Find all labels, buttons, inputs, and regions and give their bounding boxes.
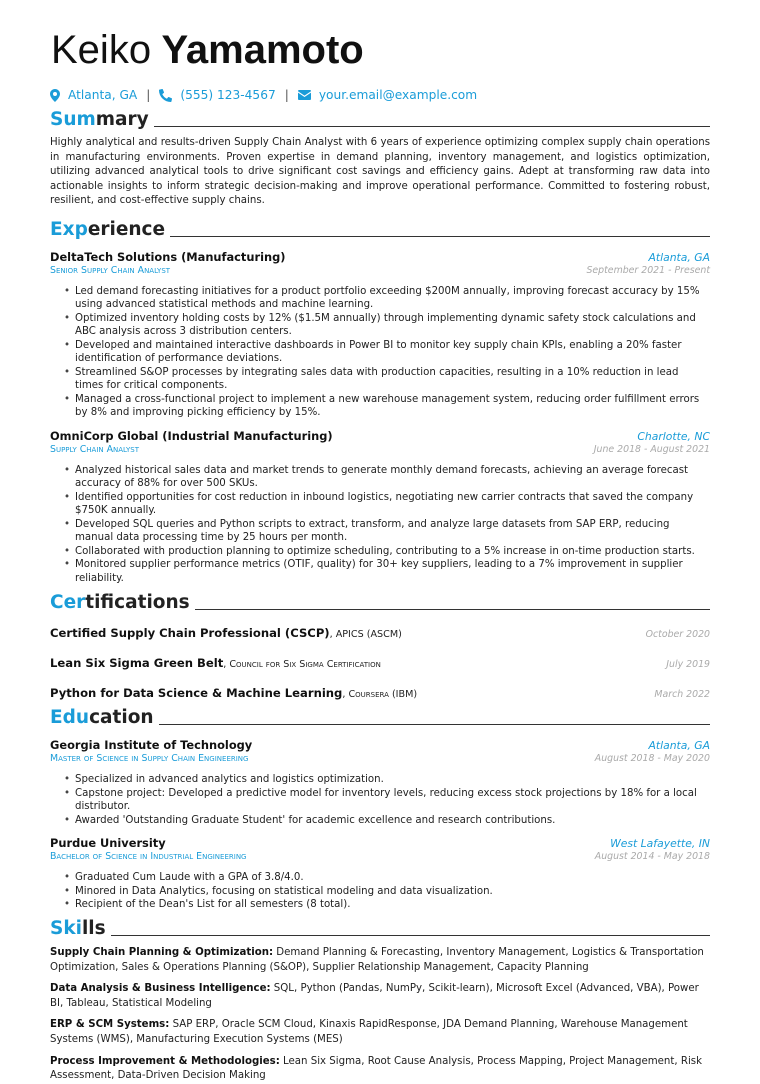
certification-issuer: , APICS (ASCM) <box>329 629 402 641</box>
contact-location <box>50 88 137 102</box>
experience-heading <box>50 219 710 241</box>
list-item: • Managed a cross-functional project to implement a new warehouse management system, reducing order fulfillment errors by 8% and improving picking efficiency by 15%. <box>64 393 710 420</box>
job-title: Supply Chain Analyst <box>50 443 140 455</box>
candidate-name <box>51 28 710 72</box>
skill-category: Data Analysis & Business Intelligence: <box>50 983 271 995</box>
achievement-list <box>50 464 710 586</box>
section-title: Certifications <box>50 592 190 614</box>
certification-issuer: , Council for Six Sigma Certification <box>223 659 381 671</box>
school-name: Purdue University <box>50 836 166 851</box>
skill-category: Supply Chain Planning & Optimization: <box>50 946 274 958</box>
education-entry <box>50 738 710 827</box>
skill-group <box>50 982 710 1011</box>
email-link: your.email@example.com <box>318 88 478 102</box>
education-heading <box>50 707 710 729</box>
summary-heading <box>50 109 710 131</box>
list-item: • Streamlined S&OP processes by integrating sales data with production capacities, resulting in a 10% reduction in lead times for critical components. <box>64 366 710 393</box>
section-rule <box>159 724 710 725</box>
skill-list: Lean Six Sigma, Root Cause Analysis, Process Mapping, Project Management, Risk Assessment, Data-Driven Decision Making <box>50 1055 702 1082</box>
skills-heading <box>50 918 710 940</box>
certification-date: July 2019 <box>666 659 710 671</box>
study-dates: August 2018 - May 2020 <box>594 753 710 765</box>
skill-group <box>50 1018 710 1047</box>
job-location: Atlanta, GA <box>648 250 710 264</box>
certification-item <box>50 682 710 701</box>
experience-entry <box>50 429 710 586</box>
contact-bar <box>50 88 710 102</box>
school-location: Atlanta, GA <box>648 739 710 753</box>
list-item: • Recipient of the Dean's List for all semesters (8 total). <box>64 898 710 912</box>
study-dates: August 2014 - May 2018 <box>594 851 710 863</box>
degree-title: Master of Science in Supply Chain Engineering <box>50 753 249 765</box>
envelope-icon <box>298 90 311 100</box>
section-title: Summary <box>50 109 149 130</box>
degree-title: Bachelor of Science in Industrial Engineering <box>50 851 247 863</box>
certification-date: March 2022 <box>654 689 710 701</box>
list-item: • Specialized in advanced analytics and logistics optimization. <box>64 773 710 787</box>
section-title: Experience <box>50 218 166 240</box>
employer-name: OmniCorp Global (Industrial Manufacturing) <box>50 428 333 443</box>
school-location: West Lafayette, IN <box>610 837 710 851</box>
job-title: Senior Supply Chain Analyst <box>50 264 171 276</box>
skill-list: SQL, Python (Pandas, NumPy, Scikit-learn), Microsoft Excel (Advanced, VBA), Power BI, Tableau, Statistical Modeling <box>50 983 699 1009</box>
certification-item <box>50 622 710 641</box>
certification-name: Certified Supply Chain Professional (CSCP) <box>50 626 330 641</box>
map-marker-icon <box>50 89 60 102</box>
list-item: • Developed and maintained interactive dashboards in Power BI to monitor key supply chain KPIs, enabling a 20% faster identification of performance deviations. <box>64 339 710 366</box>
section-title: Education <box>50 707 154 729</box>
skill-group <box>50 946 710 975</box>
certification-name: Lean Six Sigma Green Belt <box>50 656 224 671</box>
school-name: Georgia Institute of Technology <box>50 738 253 753</box>
education-entry <box>50 836 710 912</box>
skill-list: Demand Planning & Forecasting, Inventory Management, Logistics & Transportation Optimization, Sales & Operations Planning (S&OP), Supplier Relationship Management, Capacity Planning <box>50 946 704 973</box>
skill-category: Process Improvement & Methodologies: <box>50 1055 280 1067</box>
certification-date: October 2020 <box>645 629 710 641</box>
section-rule <box>111 935 710 936</box>
certification-issuer: , Coursera (IBM) <box>342 689 418 701</box>
experience-entry <box>50 250 710 420</box>
list-item: • Awarded 'Outstanding Graduate Student' for academic excellence and research contributions. <box>64 814 710 828</box>
job-dates: September 2021 - Present <box>586 264 710 276</box>
list-item: • Minored in Data Analytics, focusing on statistical modeling and data visualization. <box>64 885 710 899</box>
contact-email[interactable] <box>298 88 477 102</box>
education-details <box>50 773 710 827</box>
phone-text: (555) 123-4567 <box>180 88 276 102</box>
phone-icon <box>159 89 172 102</box>
list-item: • Optimized inventory holding costs by 12% ($1.5M annually) through implementing dynamic safety stock calculations and ABC analysis across 3 distribution centers. <box>64 312 710 339</box>
list-item: • Graduated Cum Laude with a GPA of 3.8/4.0. <box>64 871 710 885</box>
job-dates: June 2018 - August 2021 <box>593 443 710 455</box>
first-name: Keiko <box>51 28 152 72</box>
education-details <box>50 871 710 912</box>
certification-item <box>50 652 710 671</box>
summary-text: Highly analytical and results-driven Supply Chain Analyst with 6 years of experience optimizing complex supply chain operations in manufacturing environments. Proven expertise in demand planning, inventory management, and logistics optimization, utilizing advanced analytical tools to drive significant cost savings and efficiency gains. Adept at transforming raw data into actionable insights to inform strategic decision-making and improve operational performance. Committed to fostering robust, resilient, and cost-effective supply chains. <box>50 137 710 207</box>
certification-name: Python for Data Science & Machine Learning <box>50 686 343 701</box>
job-location: Charlotte, NC <box>637 429 710 443</box>
section-rule <box>170 236 710 237</box>
list-item: • Developed SQL queries and Python scripts to extract, transform, and analyze large datasets from SAP ERP, reducing manual data processing time by 25 hours per month. <box>64 518 710 545</box>
list-item: • Identified opportunities for cost reduction in inbound logistics, negotiating new carrier contracts that saved the company $750K annually. <box>64 491 710 518</box>
section-rule <box>195 609 710 610</box>
skill-group <box>50 1055 710 1084</box>
list-item: • Capstone project: Developed a predictive model for inventory levels, reducing excess stock projections by 18% for a local distributor. <box>64 787 710 814</box>
last-name: Yamamoto <box>161 28 364 72</box>
achievement-list <box>50 285 710 420</box>
skill-category: ERP & SCM Systems: <box>50 1019 170 1031</box>
contact-separator: | <box>284 88 289 102</box>
section-title: Skills <box>50 917 106 939</box>
employer-name: DeltaTech Solutions (Manufacturing) <box>50 249 286 264</box>
section-rule <box>154 126 710 127</box>
skill-list: SAP ERP, Oracle SCM Cloud, Kinaxis RapidResponse, JDA Demand Planning, Warehouse Management Systems (WMS), Manufacturing Execution Systems (MES) <box>50 1019 688 1045</box>
contact-phone[interactable] <box>159 88 275 102</box>
list-item: • Collaborated with production planning to optimize scheduling, contributing to a 5% increase in on-time production starts. <box>64 545 710 559</box>
list-item: • Monitored supplier performance metrics (OTIF, quality) for 30+ key suppliers, leading to a 7% improvement in supplier reliability. <box>64 558 710 585</box>
location-text: Atlanta, GA <box>68 88 138 102</box>
contact-separator: | <box>146 88 151 102</box>
list-item: • Analyzed historical sales data and market trends to generate monthly demand forecasts, achieving an average forecast accuracy of 88% for over 500 SKUs. <box>64 464 710 491</box>
certifications-heading <box>50 592 710 614</box>
list-item: • Led demand forecasting initiatives for a product portfolio exceeding $200M annually, improving forecast accuracy by 15% using advanced statistical methods and machine learning. <box>64 285 710 312</box>
